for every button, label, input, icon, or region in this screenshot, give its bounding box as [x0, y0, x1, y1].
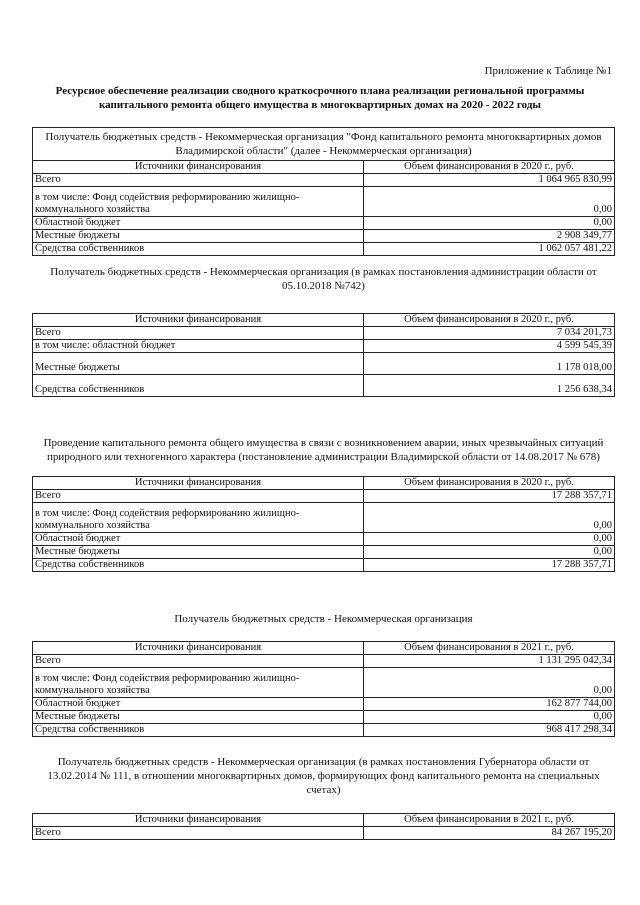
table-row: [33, 559, 615, 572]
row-source: Областной бюджет: [33, 533, 364, 546]
table-row: [33, 503, 615, 533]
row-amount: 17 288 357,71: [364, 490, 615, 503]
col-amount-header: Объем финансирования в 2021 г., руб.: [364, 642, 615, 655]
row-source: в том числе: Фонд содействия реформированию жилищно-коммунального хозяйства: [33, 187, 364, 217]
row-source: Всего: [33, 490, 364, 503]
table-row: [33, 243, 615, 256]
col-source-header: Источники финансирования: [33, 477, 364, 490]
row-source: Всего: [33, 827, 364, 840]
row-amount: 0,00: [364, 503, 615, 533]
col-source-header: Источники финансирования: [33, 814, 364, 827]
table-header-row: [33, 642, 615, 655]
row-source: Местные бюджеты: [33, 711, 364, 724]
row-source: Областной бюджет: [33, 698, 364, 711]
appendix-label: Приложение к Таблице №1: [484, 65, 612, 77]
row-source: Всего: [33, 655, 364, 668]
funding-section-2020-emergency: [32, 434, 615, 572]
table-row: [33, 711, 615, 724]
table-row: [33, 668, 615, 698]
row-amount: 2 908 349,77: [364, 230, 615, 243]
row-amount: 4 599 545,39: [364, 340, 615, 353]
table-row: [33, 546, 615, 559]
funding-section-2021-special-accounts: [32, 753, 615, 840]
row-source: Средства собственников: [33, 559, 364, 572]
table-row: [33, 230, 615, 243]
table-row: [33, 724, 615, 737]
row-amount: 1 256 638,34: [364, 375, 615, 397]
table-row: [33, 327, 615, 340]
row-source: Всего: [33, 327, 364, 340]
row-amount: 0,00: [364, 217, 615, 230]
section-recipient: Получатель бюджетных средств - Некоммерческая организация "Фонд капитального ремонта многоквартирных домов Владимирской области" (далее - Некоммерческая организация): [32, 127, 615, 160]
funding-section-2021-main: [32, 610, 615, 737]
funding-section-2020-main: [32, 127, 615, 256]
row-amount: 17 288 357,71: [364, 559, 615, 572]
col-source-header: Источники финансирования: [33, 314, 364, 327]
row-amount: 0,00: [364, 711, 615, 724]
row-source: в том числе: Фонд содействия реформированию жилищно-коммунального хозяйства: [33, 503, 364, 533]
col-amount-header: Объем финансирования в 2020 г., руб.: [364, 161, 615, 174]
funding-table: [32, 476, 615, 572]
row-amount: 0,00: [364, 533, 615, 546]
row-amount: 1 064 965 830,99: [364, 174, 615, 187]
col-source-header: Источники финансирования: [33, 161, 364, 174]
table-row: [33, 655, 615, 668]
table-row: [33, 698, 615, 711]
row-amount: 162 877 744,00: [364, 698, 615, 711]
table-header-row: [33, 477, 615, 490]
row-source: в том числе: Фонд содействия реформированию жилищно-коммунального хозяйства: [33, 668, 364, 698]
row-amount: 0,00: [364, 668, 615, 698]
col-amount-header: Объем финансирования в 2021 г., руб.: [364, 814, 615, 827]
table-row: [33, 187, 615, 217]
row-source: Средства собственников: [33, 724, 364, 737]
row-source: Местные бюджеты: [33, 353, 364, 375]
document-title: Ресурсное обеспечение реализации сводного краткосрочного плана реализации региональной программы капитального ремонта общего имущества в многоквартирных домах на 2020 - 2022 годы: [55, 85, 585, 111]
table-row: [33, 375, 615, 397]
table-row: [33, 533, 615, 546]
row-source: Всего: [33, 174, 364, 187]
table-row: [33, 490, 615, 503]
table-header-row: [33, 314, 615, 327]
section-recipient: Получатель бюджетных средств - Некоммерческая организация (в рамках постановления администрации области от 05.10.2018 №742): [50, 266, 597, 292]
row-amount: 7 034 201,73: [364, 327, 615, 340]
row-amount: 0,00: [364, 546, 615, 559]
row-amount: 1 131 295 042,34: [364, 655, 615, 668]
table-row: [33, 827, 615, 840]
row-source: Средства собственников: [33, 243, 364, 256]
funding-table: [32, 641, 615, 737]
row-source: Областной бюджет: [33, 217, 364, 230]
col-amount-header: Объем финансирования в 2020 г., руб.: [364, 477, 615, 490]
funding-section-2020-decree-742: [32, 263, 615, 397]
table-header-row: [33, 814, 615, 827]
row-source: Местные бюджеты: [33, 230, 364, 243]
section-recipient: Получатель бюджетных средств - Некоммерческая организация: [174, 613, 473, 625]
table-row: [33, 340, 615, 353]
row-source: в том числе: областной бюджет: [33, 340, 364, 353]
section-recipient: Проведение капитального ремонта общего имущества в связи с возникновением аварии, иных чрезвычайных ситуаций природного или техногенного характера (постановление администрации Владимирской области от 14.08.2017 № 678): [43, 437, 604, 463]
row-amount: 1 178 018,00: [364, 353, 615, 375]
table-row: [33, 353, 615, 375]
row-amount: 0,00: [364, 187, 615, 217]
row-amount: 968 417 298,34: [364, 724, 615, 737]
table-row: [33, 174, 615, 187]
row-amount: 1 062 057 481,22: [364, 243, 615, 256]
funding-table: [32, 813, 615, 840]
row-source: Средства собственников: [33, 375, 364, 397]
funding-table: [32, 160, 615, 256]
row-source: Местные бюджеты: [33, 546, 364, 559]
col-source-header: Источники финансирования: [33, 642, 364, 655]
row-amount: 84 267 195,20: [364, 827, 615, 840]
col-amount-header: Объем финансирования в 2020 г., руб.: [364, 314, 615, 327]
table-row: [33, 217, 615, 230]
funding-table: [32, 313, 615, 397]
section-recipient: Получатель бюджетных средств - Некоммерческая организация (в рамках постановления Губернатора области от 13.02.2014 № 111, в отношении многоквартирных домов, формирующих фонд капитального ремонта на специальных счетах): [47, 756, 600, 796]
table-header-row: [33, 161, 615, 174]
